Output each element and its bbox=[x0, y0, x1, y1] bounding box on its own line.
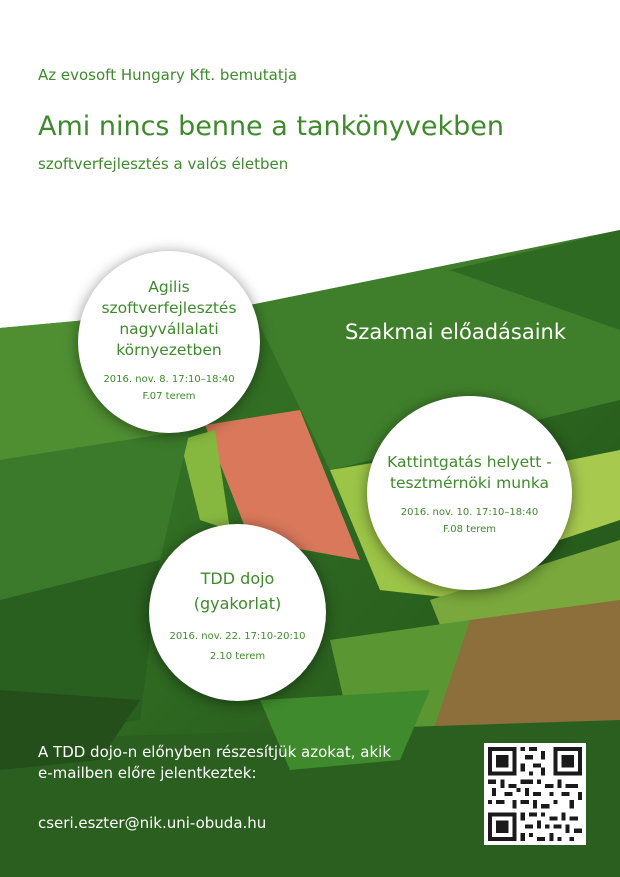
talk-room: 2.10 terem bbox=[209, 651, 266, 662]
talk-title-line: (gyakorlat) bbox=[193, 594, 282, 613]
talk-room: F.08 terem bbox=[442, 524, 497, 535]
presenter-line: Az evosoft Hungary Kft. bemutatja bbox=[38, 66, 298, 84]
section-title: Szakmai előadásaink bbox=[345, 320, 567, 344]
talk-date: 2016. nov. 22. 17:10-20:10 bbox=[169, 631, 306, 642]
talk-circle-tdd bbox=[149, 524, 326, 701]
talk-title bbox=[101, 277, 236, 361]
talk-title-line: környezetben bbox=[116, 341, 222, 359]
page-subtitle: szoftverfejlesztés a valós életben bbox=[38, 155, 289, 173]
talk-date: 2016. nov. 10. 17:10–18:40 bbox=[400, 507, 539, 518]
talk-title-line: nagyvállalati bbox=[119, 320, 219, 338]
page-title: Ami nincs benne a tankönyvekben bbox=[38, 111, 504, 142]
notice-line: A TDD dojo-n előnyben részesítjük azokat, akik bbox=[38, 743, 392, 761]
talk-title-line: Kattintgatás helyett - bbox=[387, 453, 552, 471]
talk-title-line: szoftverfejlesztés bbox=[101, 299, 237, 317]
notice-line: e-mailben előre jelentkeztek: bbox=[38, 764, 257, 782]
registration-notice bbox=[38, 742, 391, 784]
talk-room: F.07 terem bbox=[142, 391, 196, 402]
contact-email[interactable]: cseri.eszter@nik.uni-obuda.hu bbox=[38, 814, 267, 832]
qr-code-icon[interactable] bbox=[484, 743, 586, 845]
talk-date: 2016. nov. 8. 17:10–18:40 bbox=[103, 374, 235, 385]
talk-circle-testing bbox=[367, 396, 572, 590]
talk-title-line: Agilis bbox=[148, 278, 190, 296]
talk-title bbox=[194, 566, 282, 616]
talk-title-line: TDD dojo bbox=[200, 569, 275, 588]
talk-title bbox=[387, 452, 552, 494]
talk-circle-agile bbox=[78, 251, 260, 433]
talk-title-line: tesztmérnöki munka bbox=[389, 474, 550, 492]
